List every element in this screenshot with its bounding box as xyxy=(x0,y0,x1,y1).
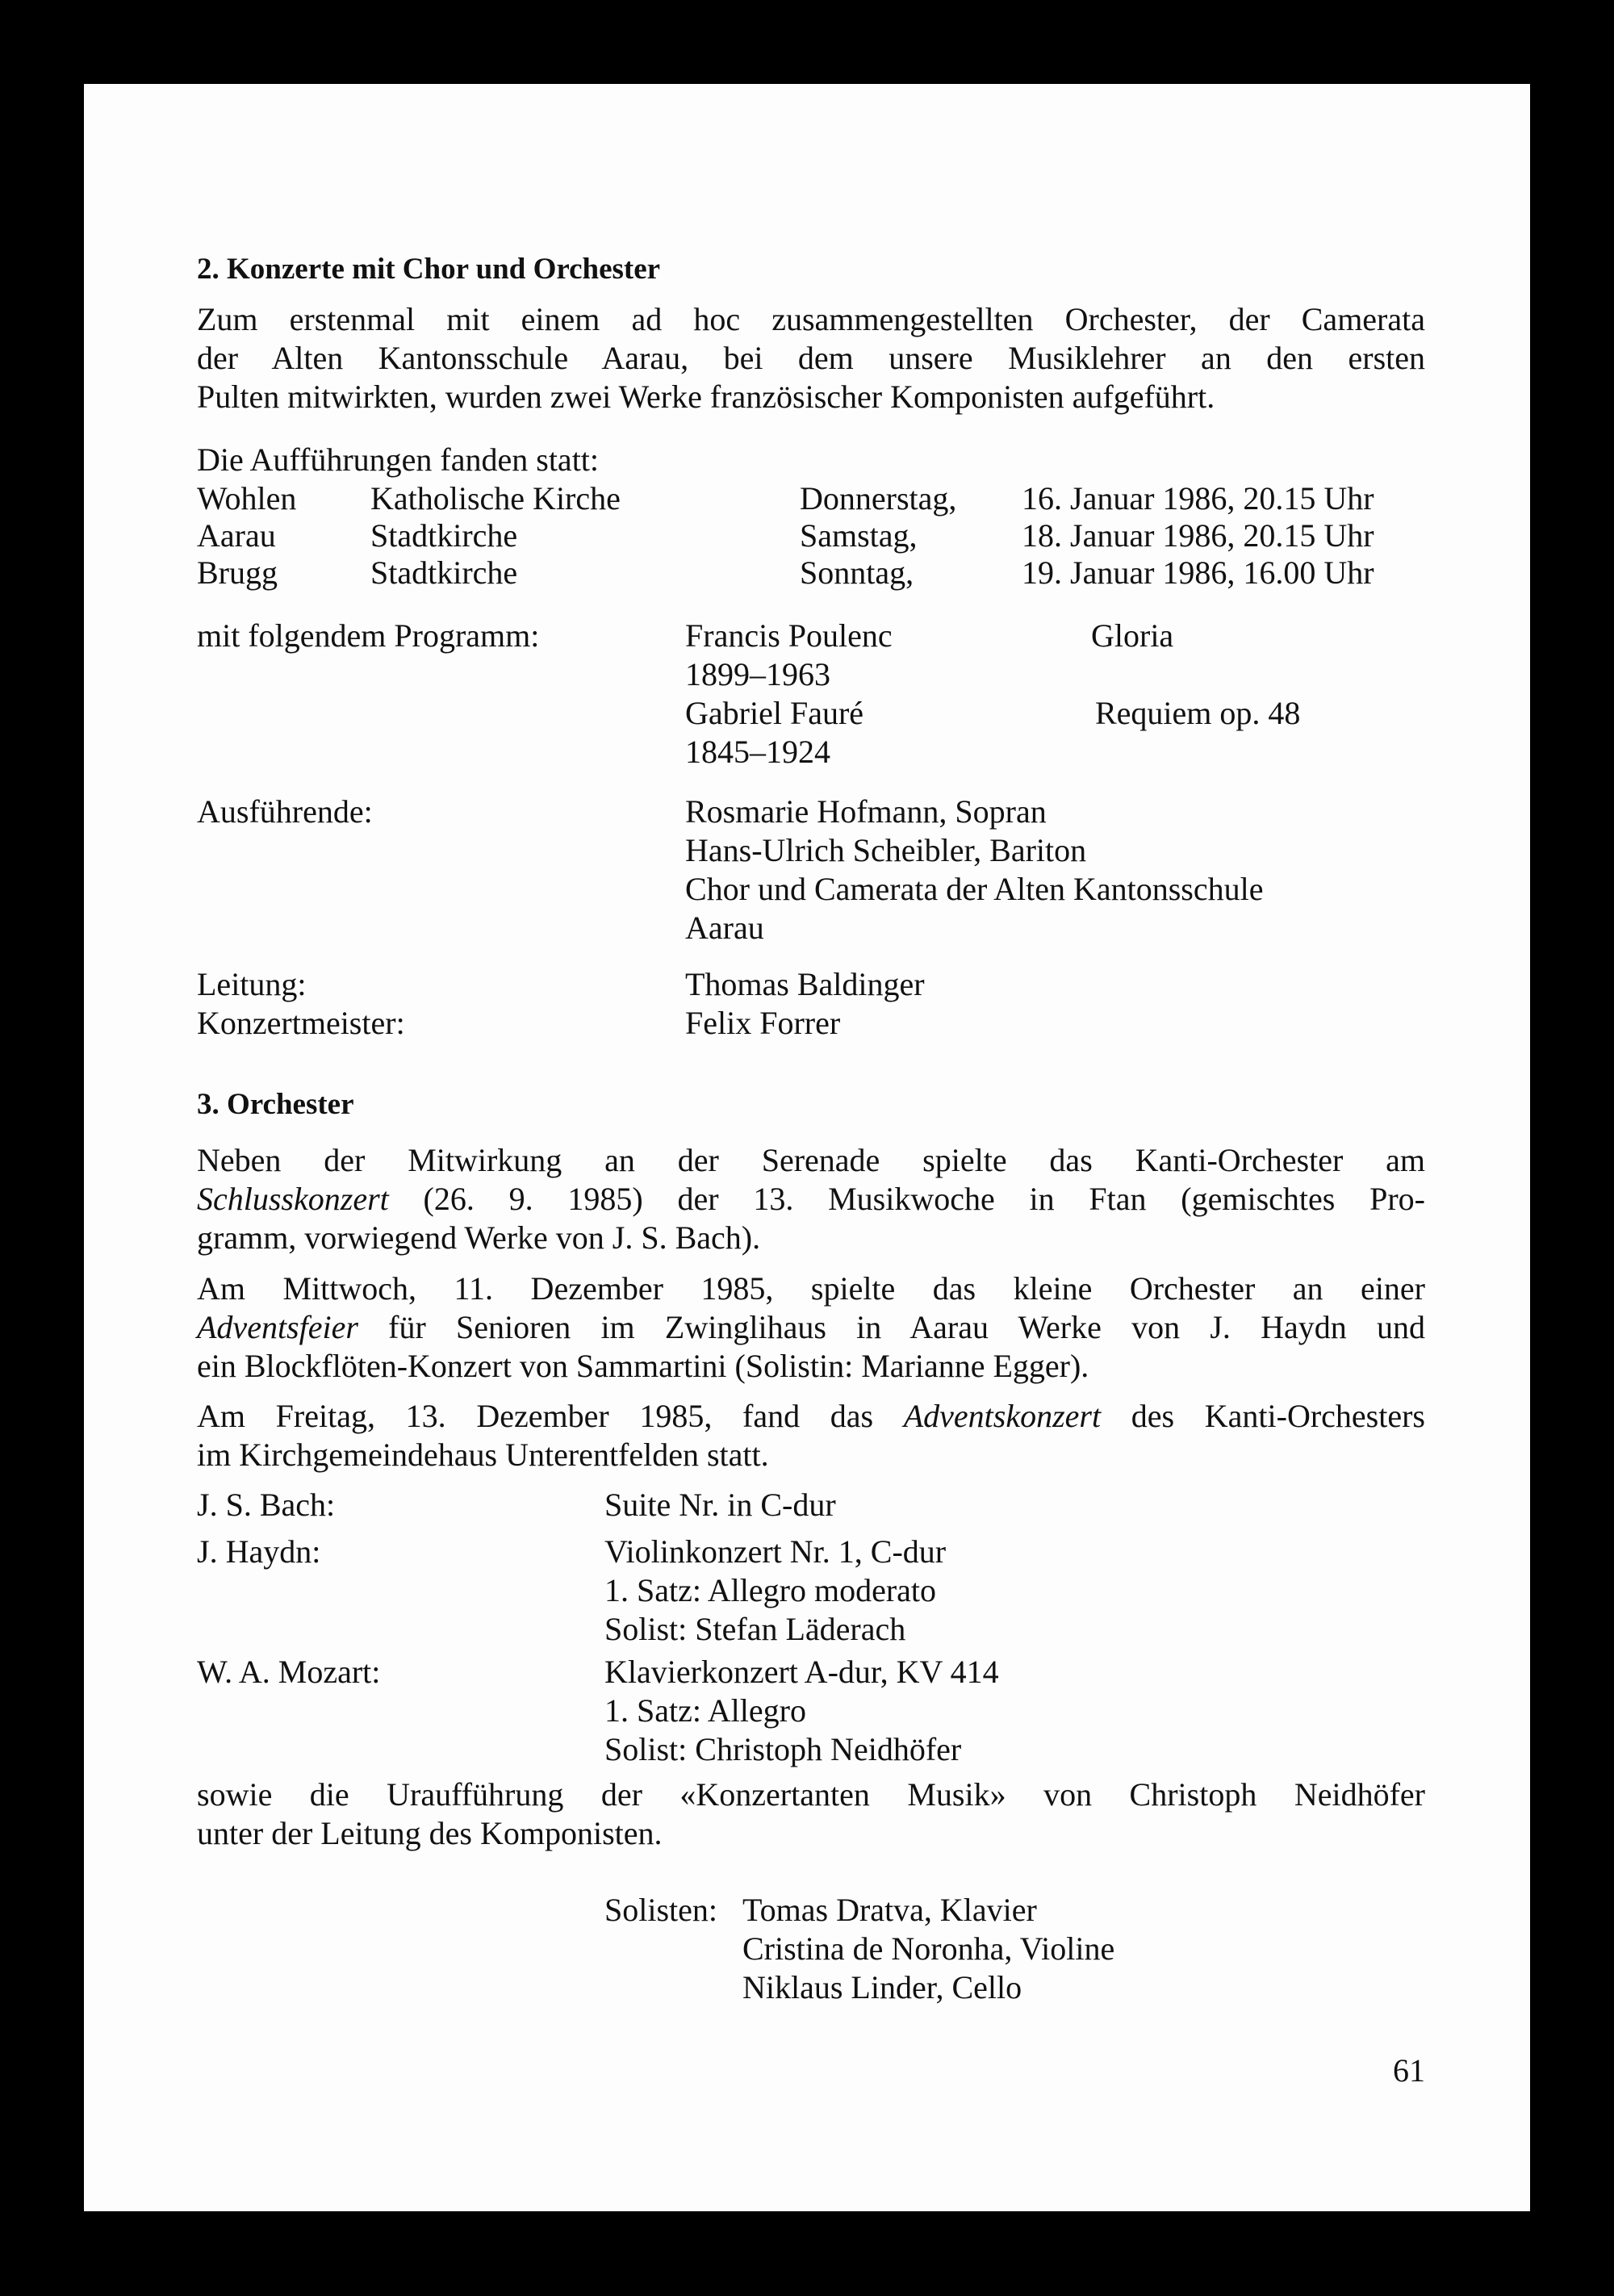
konzertmeister-label: Konzertmeister: xyxy=(197,1005,405,1041)
performance-day: Sonntag, xyxy=(800,554,914,591)
performance-venue: Katholische Kirche xyxy=(370,480,621,516)
performer: Chor und Camerata der Alten Kantonsschule xyxy=(685,871,1264,907)
performance-town: Wohlen xyxy=(197,480,297,516)
text-run: des Kanti-Orchesters xyxy=(1101,1398,1425,1434)
soloists-label: Solisten: xyxy=(604,1892,718,1928)
work-line: Solist: Christoph Neidhöfer xyxy=(604,1731,962,1767)
performance-date: 18. Januar 1986, 20.15 Uhr xyxy=(1022,517,1374,554)
paragraph-line: sowie die Uraufführung der «Konzertanten Musik» von Christoph Neidhöfer xyxy=(197,1776,1425,1813)
work-composer: J. S. Bach: xyxy=(197,1487,336,1523)
performer: Aarau xyxy=(685,910,764,946)
work-details xyxy=(604,1486,836,1524)
paragraph-line: unter der Leitung des Komponisten. xyxy=(197,1815,663,1851)
italic-title: Schlusskonzert xyxy=(197,1181,389,1217)
paragraph-line xyxy=(197,1180,1425,1219)
work-line: Violinkonzert Nr. 1, C-dur xyxy=(604,1533,947,1570)
program-work: Gloria xyxy=(1091,617,1174,654)
performers-list xyxy=(685,793,1263,947)
italic-title: Adventskonzert xyxy=(903,1398,1102,1434)
program-years: 1845–1924 xyxy=(685,734,830,770)
leitung-value: Thomas Baldinger xyxy=(685,966,925,1002)
performance-row xyxy=(197,479,1425,518)
performance-day: Samstag, xyxy=(800,517,918,554)
work-line: Suite Nr. in C-dur xyxy=(604,1487,836,1523)
paragraph-line: ein Blockflöten-Konzert von Sammartini (Solistin: Marianne Egger). xyxy=(197,1348,1089,1384)
credits-values xyxy=(685,965,925,1043)
performances-label: Die Aufführungen fanden statt: xyxy=(197,441,600,478)
paragraph-line: Neben der Mitwirkung an der Serenade spielte das Kanti-Orchester am xyxy=(197,1142,1425,1178)
performance-date: 16. Januar 1986, 20.15 Uhr xyxy=(1022,480,1374,516)
soloist: Niklaus Linder, Cello xyxy=(742,1969,1022,2005)
performance-row xyxy=(197,516,1425,555)
work-line: 1. Satz: Allegro moderato xyxy=(604,1572,937,1608)
performers-label: Ausführende: xyxy=(197,793,373,830)
page-number: 61 xyxy=(1393,2052,1425,2089)
section-3-paragraph-3 xyxy=(197,1397,1425,1474)
leitung-label: Leitung: xyxy=(197,966,307,1002)
work-details xyxy=(604,1653,999,1769)
performance-day: Donnerstag, xyxy=(800,480,957,516)
work-composer: W. A. Mozart: xyxy=(197,1654,381,1690)
program-composers xyxy=(685,617,893,772)
intro-line: Pulten mitwirkten, wurden zwei Werke französischer Komponisten aufgeführt. xyxy=(197,378,1215,415)
document-page xyxy=(84,84,1530,2211)
work-composer: J. Haydn: xyxy=(197,1533,321,1570)
soloists-list xyxy=(742,1891,1114,2007)
section-3-heading: 3. Orchester xyxy=(197,1088,354,1121)
text-run: Am Freitag, 13. Dezember 1985, fand das xyxy=(197,1398,904,1434)
program-composer: Gabriel Fauré xyxy=(685,695,864,731)
paragraph-line xyxy=(197,1308,1425,1347)
paragraph-line: Am Mittwoch, 11. Dezember 1985, spielte das kleine Orchester an einer xyxy=(197,1270,1425,1307)
text-run: (26. 9. 1985) der 13. Musikwoche in Ftan (gemischtes Pro- xyxy=(388,1181,1425,1217)
paragraph-line: gramm, vorwiegend Werke von J. S. Bach). xyxy=(197,1219,761,1256)
performance-venue: Stadtkirche xyxy=(370,517,518,554)
section-3-paragraph-1 xyxy=(197,1141,1425,1257)
text-run: für Senioren im Zwinglihaus in Aarau Werke von J. Haydn und xyxy=(358,1309,1425,1345)
intro-line: Zum erstenmal mit einem ad hoc zusammengestellten Orchester, der Camerata xyxy=(197,301,1425,337)
soloist: Cristina de Noronha, Violine xyxy=(742,1930,1115,1967)
performer: Hans-Ulrich Scheibler, Bariton xyxy=(685,832,1087,868)
section-2-intro xyxy=(197,300,1425,416)
italic-title: Adventsfeier xyxy=(197,1309,358,1345)
performer: Rosmarie Hofmann, Sopran xyxy=(685,793,1047,830)
work-line: 1. Satz: Allegro xyxy=(604,1692,806,1729)
intro-line: der Alten Kantonsschule Aarau, bei dem unsere Musiklehrer an den ersten xyxy=(197,340,1425,376)
performance-town: Brugg xyxy=(197,554,278,591)
work-line: Solist: Stefan Läderach xyxy=(604,1611,906,1647)
paragraph-line xyxy=(197,1397,1425,1436)
program-label: mit folgendem Programm: xyxy=(197,617,540,654)
soloist: Tomas Dratva, Klavier xyxy=(742,1892,1037,1928)
program-years: 1899–1963 xyxy=(685,656,830,692)
section-3-paragraph-4 xyxy=(197,1775,1425,1853)
performance-date: 19. Januar 1986, 16.00 Uhr xyxy=(1022,554,1374,591)
performance-town: Aarau xyxy=(197,517,276,554)
work-details xyxy=(604,1533,946,1649)
paragraph-line: im Kirchgemeindehaus Unterentfelden statt. xyxy=(197,1437,769,1473)
program-work: Requiem op. 48 xyxy=(1095,695,1301,731)
work-line: Klavierkonzert A-dur, KV 414 xyxy=(604,1654,999,1690)
credits-labels xyxy=(197,965,405,1043)
section-2-heading: 2. Konzerte mit Chor und Orchester xyxy=(197,253,661,286)
section-3-paragraph-2 xyxy=(197,1269,1425,1386)
program-composer: Francis Poulenc xyxy=(685,617,893,654)
performance-venue: Stadtkirche xyxy=(370,554,518,591)
performance-row xyxy=(197,554,1425,592)
konzertmeister-value: Felix Forrer xyxy=(685,1005,841,1041)
